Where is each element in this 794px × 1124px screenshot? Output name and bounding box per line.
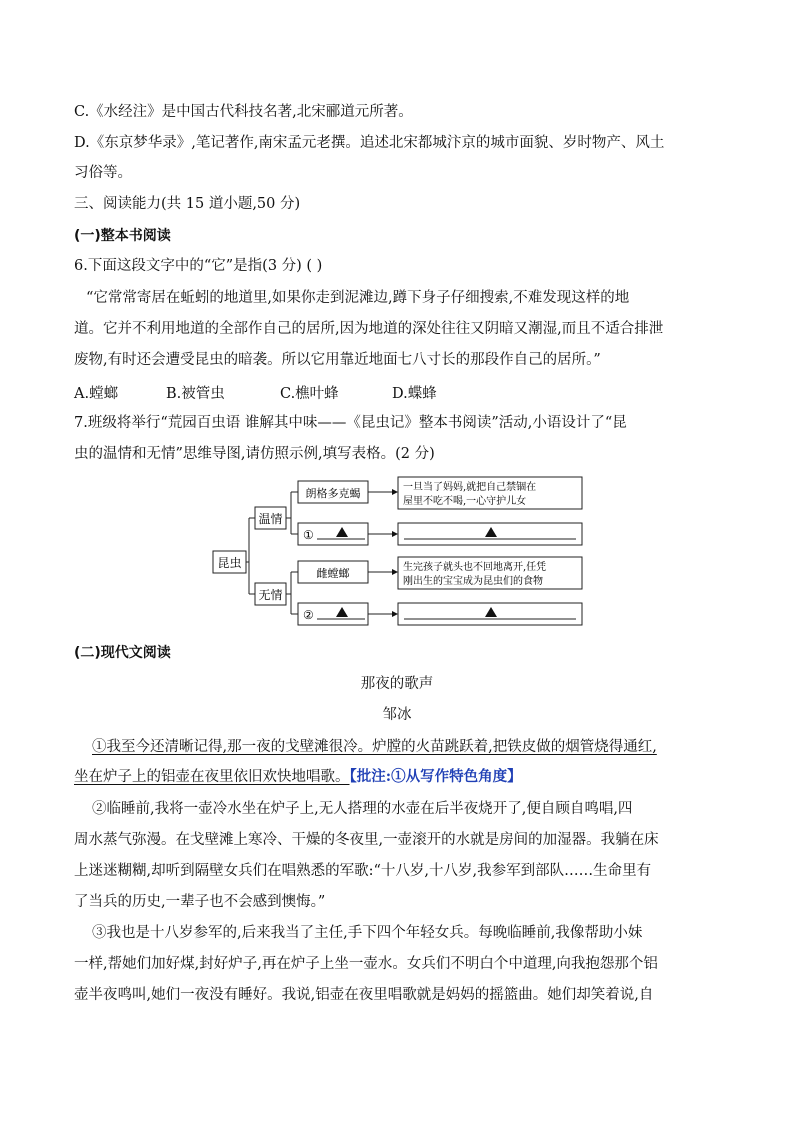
q6-option-a: A.螳螂	[74, 386, 119, 402]
question-7-line-1: 7.班级将举行“荒园百虫语 谁解其中味——《昆虫记》整本书阅读”活动,小语设计了“昆	[74, 415, 627, 431]
paragraph-2-line-3: 上迷迷糊糊,却听到隔壁女兵们在唱熟悉的军歌:“十八岁,十八岁,我参军到部队……生命里有	[74, 863, 652, 879]
blank-triangle-icon	[485, 607, 497, 617]
blank-triangle-icon	[336, 527, 348, 537]
option-d-line-2: 习俗等。	[74, 165, 132, 181]
paragraph-1-underlined: 坐在炉子上的铝壶在夜里依旧欢快地唱歌。	[74, 769, 350, 785]
mind-map-root-label: 昆虫	[217, 556, 242, 570]
q6-option-b: B.被管虫	[166, 386, 225, 402]
mind-map-warm-desc-line-2: 屋里不吃不喝,一心守护儿女	[403, 496, 527, 507]
blank-triangle-icon	[485, 527, 497, 537]
q6-option-d: D.蝶蜂	[392, 386, 437, 402]
mind-map-warm-example: 朗格多克蝎	[305, 487, 361, 500]
section-3-heading: 三、阅读能力(共 15 道小题,50 分)	[74, 196, 301, 212]
q6-passage-line-2: 道。它并不利用地道的全部作自己的居所,因为地道的深处往往又阴暗又潮湿,而且不适合排泄	[74, 321, 664, 337]
blank-triangle-icon	[336, 607, 348, 617]
q6-passage-line-1: “它常常寄居在蚯蚓的地道里,如果你走到泥滩边,蹲下身子仔细搜索,不难发现这样的地	[86, 290, 630, 306]
option-c-line: C.《水经注》是中国古代科技名著,北宋郦道元所著。	[74, 104, 413, 120]
mind-map	[205, 474, 595, 632]
option-d-line-1: D.《东京梦华录》,笔记著作,南宋孟元老撰。追述北宋都城汴京的城市面貌、岁时物产、风土	[74, 135, 665, 151]
mind-map-warm-desc-line-1: 一旦当了妈妈,就把自己禁锢在	[403, 482, 537, 493]
annotation-note: 【批注:①从写作特色角度】	[349, 768, 522, 785]
mind-map-cold-desc-line-2: 刚出生的宝宝成为昆虫们的食物	[403, 576, 543, 587]
paragraph-3-line-2: 一样,帮她们加好煤,封好炉子,再在炉子上坐一壶水。女兵们不明白个中道理,向我抱怨那个铝	[74, 956, 658, 972]
essay-title: 那夜的歌声	[360, 676, 434, 692]
part-2-heading: (二)现代文阅读	[74, 645, 171, 661]
mind-map-cold-example: 雌螳螂	[316, 567, 350, 580]
paragraph-1-line-2	[74, 767, 522, 787]
paragraph-3-line-1: ③我也是十八岁参军的,后来我当了主任,手下四个年轻女兵。每晚临睡前,我像帮助小妹	[92, 925, 643, 941]
paragraph-2-line-2: 周水蒸气弥漫。在戈壁滩上寒冷、干燥的冬夜里,一壶滚开的水就是房间的加湿器。我躺在床	[74, 832, 659, 848]
question-6: 6.下面这段文字中的“它”是指(3 分) ( )	[74, 258, 323, 274]
mind-map-cold-desc-line-1: 生完孩子就头也不回地离开,任凭	[403, 562, 547, 573]
paragraph-3-line-3: 壶半夜鸣叫,她们一夜没有睡好。我说,铝壶在夜里唱歌就是妈妈的摇篮曲。她们却笑着说,自	[74, 987, 654, 1003]
mind-map-cold-blank-number: ②	[303, 608, 314, 622]
paragraph-2-line-4: 了当兵的历史,一辈子也不会感到懊悔。”	[74, 894, 326, 910]
question-7-line-2: 虫的温情和无情”思维导图,请仿照示例,填写表格。(2 分)	[74, 446, 435, 462]
essay-author: 邹冰	[382, 707, 412, 723]
part-1-heading: (一)整本书阅读	[74, 228, 171, 244]
paragraph-2-line-1: ②临睡前,我将一壶冷水坐在炉子上,无人搭理的水壶在后半夜烧开了,便自顾自鸣唱,四	[92, 801, 633, 817]
mind-map-cold-label: 无情	[258, 588, 283, 602]
paragraph-1-line-1: ①我至今还清晰记得,那一夜的戈壁滩很冷。炉膛的火苗跳跃着,把铁皮做的烟管烧得通红,	[92, 739, 657, 755]
mind-map-warm-label: 温情	[258, 512, 283, 526]
mind-map-warm-blank-number: ①	[303, 528, 314, 542]
q6-option-c: C.樵叶蜂	[280, 386, 339, 402]
q6-passage-line-3: 废物,有时还会遭受昆虫的暗袭。所以它用靠近地面七八寸长的那段作自己的居所。”	[74, 352, 601, 368]
